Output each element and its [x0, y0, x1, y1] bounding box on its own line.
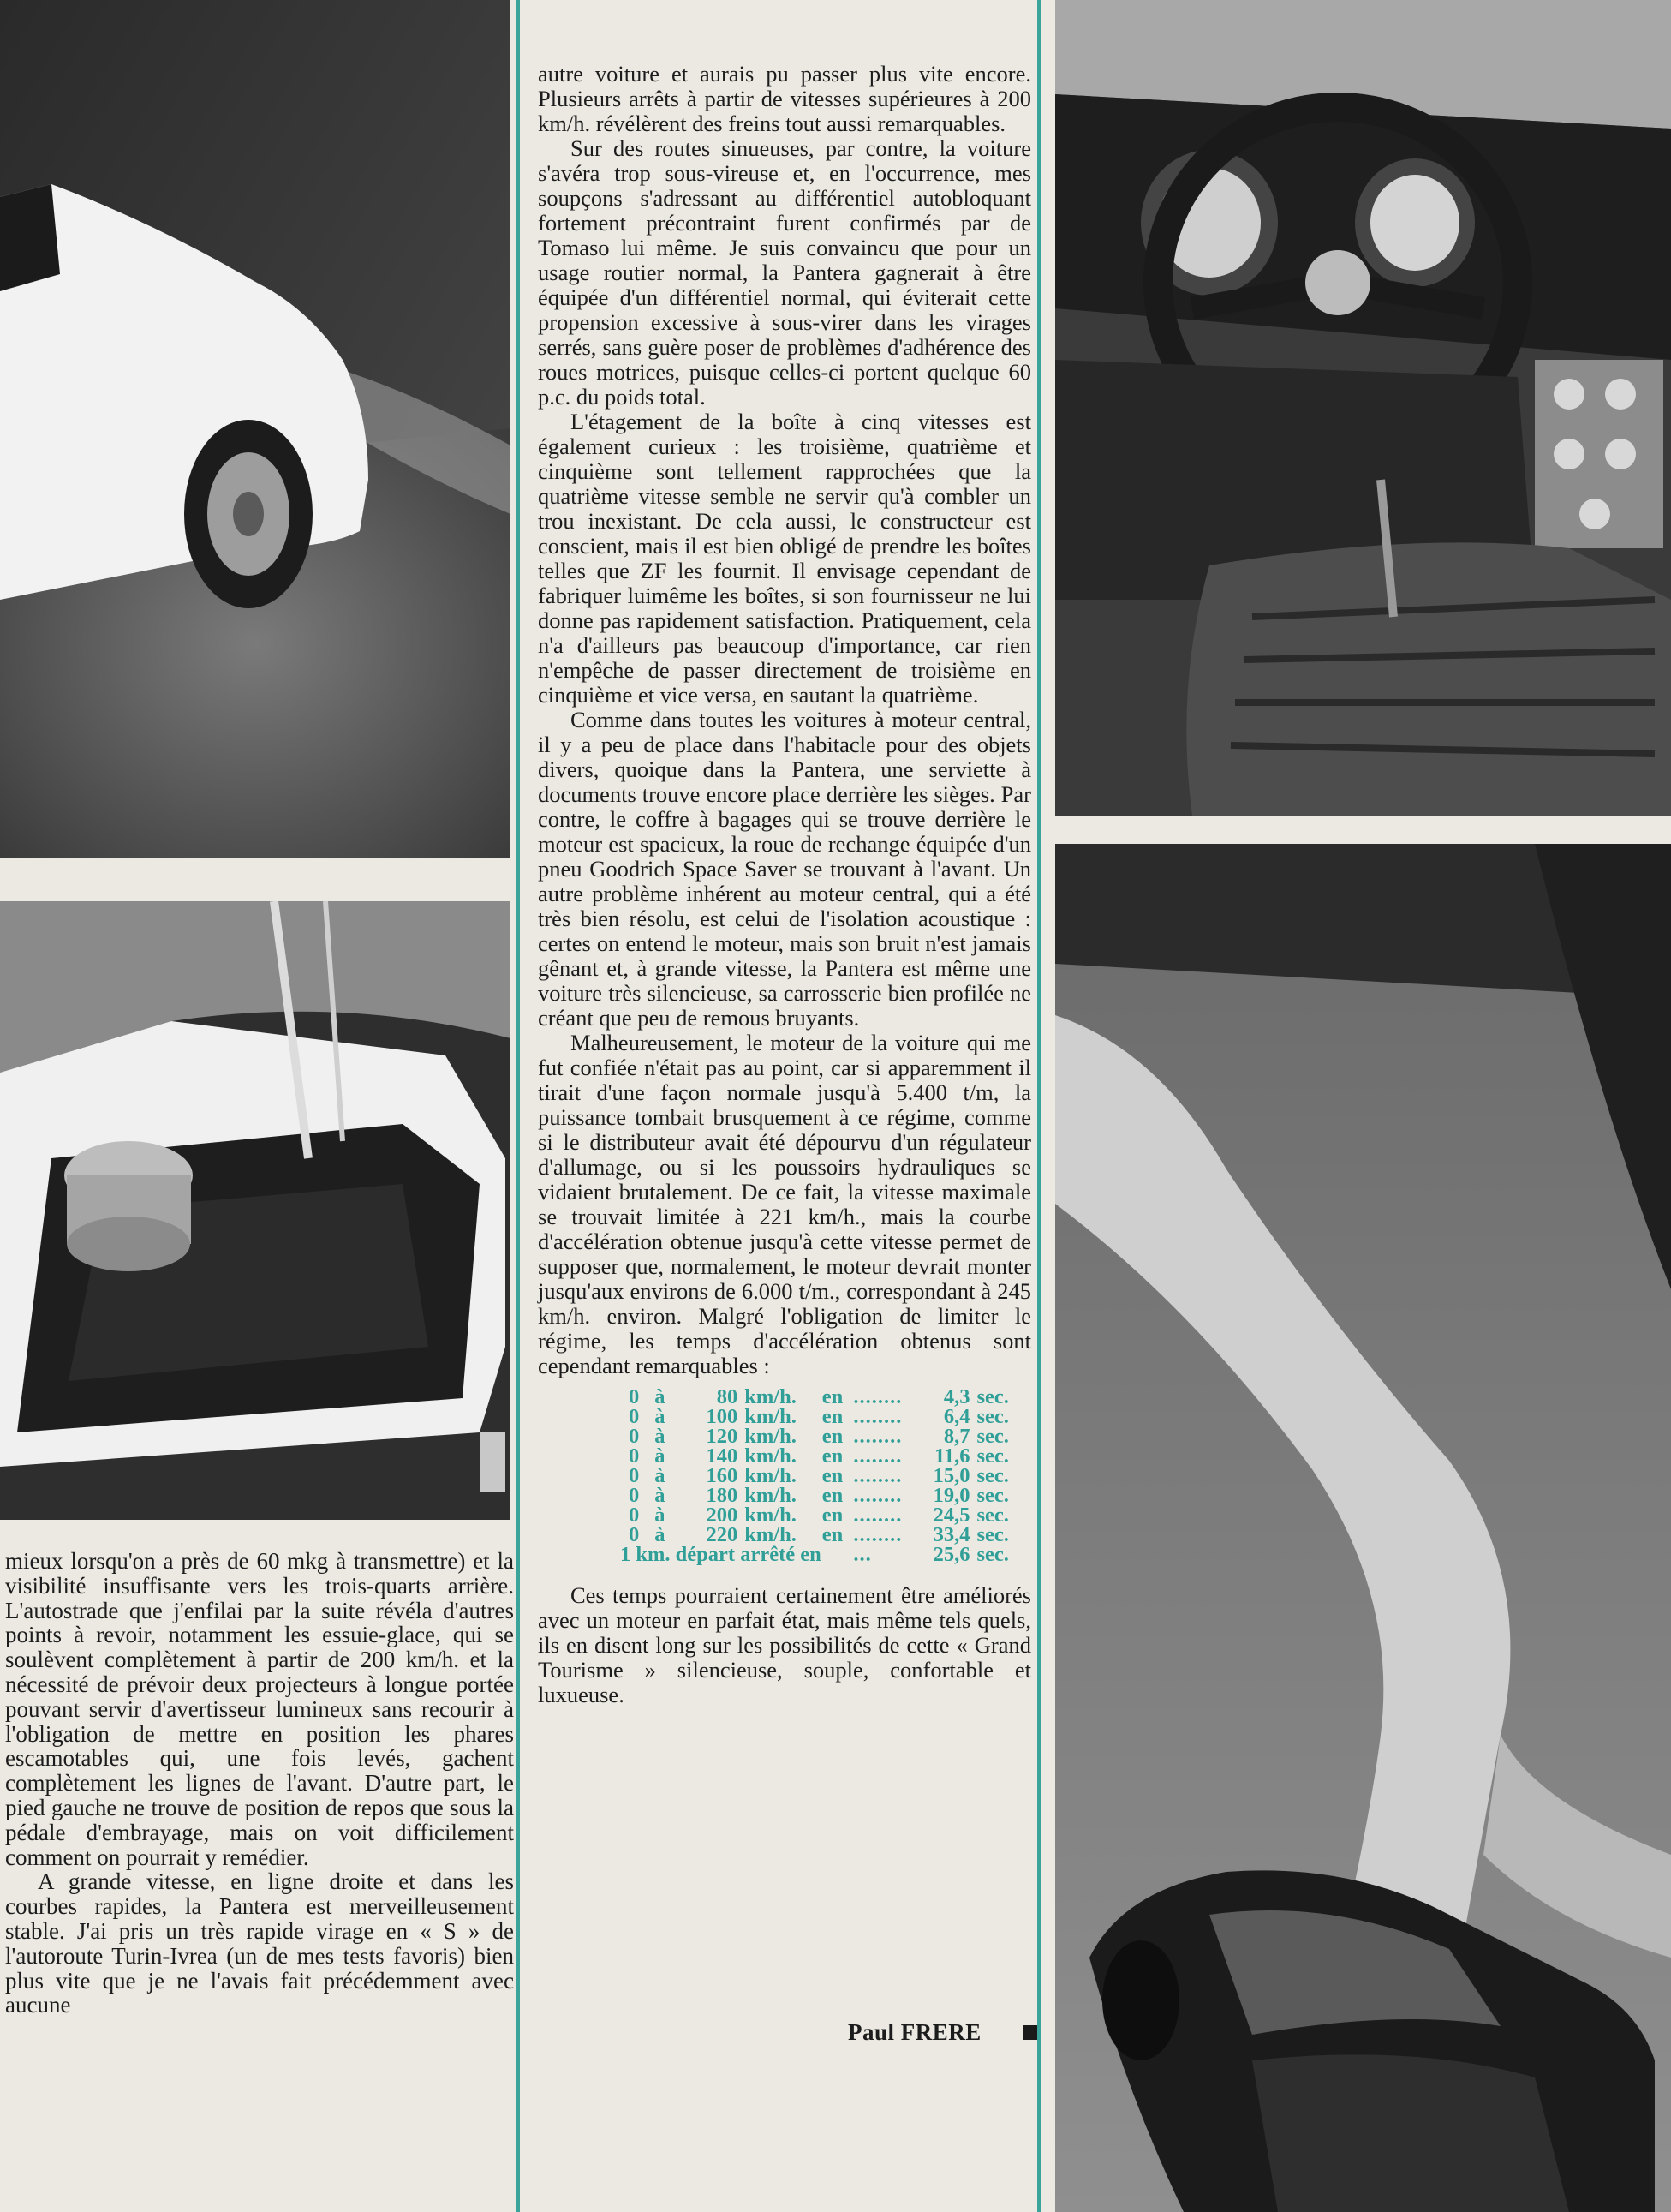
column-rule-right: [1037, 0, 1041, 2212]
photo-trunk: [0, 901, 510, 1520]
acceleration-cell-to: 160: [706, 1464, 738, 1487]
acceleration-cell-from: 0: [628, 1464, 640, 1487]
acceleration-row: [620, 1466, 1014, 1486]
acceleration-cell-sec: sec.: [976, 1405, 1009, 1428]
acceleration-table: [620, 1387, 1014, 1564]
acceleration-cell-value: 33,4: [933, 1523, 970, 1546]
acceleration-cell-dots: ........: [853, 1385, 903, 1408]
acceleration-cell-a: à: [654, 1523, 665, 1546]
acceleration-cell-to: 220: [706, 1523, 738, 1546]
acceleration-cell-sec: sec.: [976, 1523, 1009, 1546]
acceleration-cell-unit: km/h.: [744, 1444, 797, 1468]
mid-paragraph-2: Sur des routes sinueuses, par contre, la voiture s'avéra trop sous-vireuse et, en l'occurrence, mes soupçons s'adressant au différentiel autobloquant fortement précontraint furent confirmés par de Tomaso lui même. Je suis convaincu que pour un usage routier normal, la Pantera gagnerait à être équipée d'un différentiel normal, qui éviterait cette propension excessive à sous-virer dans les virages serrés, sans guère poser de problèmes d'adhérence des roues motrices, puisque celles-ci portent quelque 60 p.c. du poids total.: [538, 135, 1031, 410]
column-rule-left: [516, 0, 520, 2212]
acceleration-cell-value: 19,0: [933, 1484, 970, 1507]
acceleration-cell-to: 200: [706, 1504, 738, 1527]
acceleration-cell-en: en: [821, 1484, 844, 1507]
end-of-article-mark: [1023, 2025, 1037, 2040]
acceleration-cell-unit: km/h.: [744, 1425, 797, 1448]
photo-car-driveway: [1055, 844, 1671, 2212]
acceleration-cell-from: 0: [628, 1405, 640, 1428]
acceleration-cell-to: 100: [706, 1405, 738, 1428]
left-paragraph-1: mieux lorsqu'on a près de 60 mkg à transmettre) et la visibilité insuffisante vers les trois-quarts arrière. L'autostrade que j'enfilai par la suite révéla d'autres points à revoir, notamment les essuie-glace, qui se soulèvent complètement à partir de 200 km/h. et la nécessité de prévoir deux projecteurs à longue portée pouvant servir d'avertisseur lumineux sans recourir à l'obligation de mettre en position les phares escamotables qui, une fois levés, gachent complètement les lignes de l'avant. D'autre part, le pied gauche ne trouve de position de repos que sous la pédale d'embrayage, mais on voit difficilement comment on pourrait y remédier.: [5, 1548, 514, 1870]
acceleration-cell-unit: km/h.: [744, 1385, 797, 1408]
mid-paragraph-5: Malheureusement, le moteur de la voiture qui me fut confiée n'était pas au point, car si apparemment il tirait d'une façon normale jusqu'à 5.400 t/m, la puissance tombait brusquement à ce régime, comme si le distributeur avait été dépourvu d'un régulateur d'allumage, ou si les poussoirs hydrauliques se vidaient brutalement. De ce fait, la vitesse maximale se trouvait limitée à 221 km/h., mais la courbe d'accélération obtenue jusqu'à cette vitesse permet de supposer que, normalement, le moteur devrait monter jusqu'aux environs de 6.000 t/m., correspondant à 245 km/h. environ. Malgré l'obligation de limiter le régime, les temps d'accélération obtenus sont cependant remarquables :: [538, 1030, 1031, 1378]
driveway-photo-image: [1055, 844, 1671, 2212]
acceleration-cell-from: 0: [628, 1444, 640, 1468]
acceleration-cell-en: en: [821, 1405, 844, 1428]
acceleration-cell-unit: km/h.: [744, 1484, 797, 1507]
acceleration-cell-unit: km/h.: [744, 1464, 797, 1487]
acceleration-cell-a: à: [654, 1425, 665, 1448]
acceleration-row: [620, 1525, 1014, 1545]
photo-car-rear: [0, 0, 510, 858]
acceleration-cell-dots: ........: [853, 1444, 903, 1468]
interior-photo-image: [1055, 0, 1671, 816]
acceleration-cell-value: 24,5: [933, 1504, 970, 1527]
acceleration-cell-to: 180: [706, 1484, 738, 1507]
acceleration-cell-en: en: [821, 1464, 844, 1487]
acceleration-cell-from: 0: [628, 1484, 640, 1507]
acceleration-cell-value: 4,3: [943, 1385, 970, 1408]
middle-column-text: [538, 62, 1031, 1707]
acceleration-cell-unit: km/h.: [744, 1405, 797, 1428]
acceleration-cell-en: en: [821, 1523, 844, 1546]
acceleration-cell-dots: ........: [853, 1425, 903, 1448]
photo-interior: [1055, 0, 1671, 816]
author-signature: Paul FRERE: [848, 2019, 982, 2045]
acceleration-row: [620, 1387, 1014, 1407]
acceleration-cell-dots: ........: [853, 1504, 903, 1527]
acceleration-row: [620, 1407, 1014, 1426]
acceleration-cell-a: à: [654, 1444, 665, 1468]
acceleration-cell-value: 6,4: [943, 1405, 970, 1428]
acceleration-cell-to: 140: [706, 1444, 738, 1468]
acceleration-cell-sec: sec.: [976, 1385, 1009, 1408]
acceleration-row: [620, 1446, 1014, 1466]
acceleration-cell-value: 15,0: [933, 1464, 970, 1487]
acceleration-cell-value: 11,6: [934, 1444, 970, 1468]
acceleration-cell-value: 25,6: [933, 1543, 970, 1566]
acceleration-cell-sec: sec.: [976, 1464, 1009, 1487]
acceleration-cell-sec: sec.: [976, 1543, 1009, 1566]
acceleration-cell-en: en: [821, 1504, 844, 1527]
acceleration-cell-dots: ........: [853, 1464, 903, 1487]
acceleration-cell-a: à: [654, 1464, 665, 1487]
acceleration-cell-from: 0: [628, 1385, 640, 1408]
acceleration-cell-sec: sec.: [976, 1484, 1009, 1507]
acceleration-cell-a: à: [654, 1405, 665, 1428]
acceleration-cell-sec: sec.: [976, 1444, 1009, 1468]
acceleration-cell-label: 1 km. départ arrêté en: [620, 1543, 821, 1566]
acceleration-cell-sec: sec.: [976, 1504, 1009, 1527]
acceleration-cell-en: en: [821, 1425, 844, 1448]
acceleration-cell-a: à: [654, 1484, 665, 1507]
acceleration-cell-dots: ........: [853, 1523, 903, 1546]
acceleration-cell-dots: ...: [853, 1543, 872, 1566]
acceleration-cell-a: à: [654, 1385, 665, 1408]
acceleration-cell-en: en: [821, 1444, 844, 1468]
acceleration-cell-from: 0: [628, 1425, 640, 1448]
acceleration-row: [620, 1505, 1014, 1525]
car-rear-photo-image: [0, 0, 510, 858]
acceleration-row-standing-km: [620, 1545, 1014, 1564]
acceleration-cell-to: 120: [706, 1425, 738, 1448]
acceleration-cell-value: 8,7: [943, 1425, 970, 1448]
acceleration-cell-to: 80: [716, 1385, 738, 1408]
mid-paragraph-1: autre voiture et aurais pu passer plus vite encore. Plusieurs arrêts à partir de vitesses supérieures à 200 km/h. révélèrent des freins tout aussi remarquables.: [538, 61, 1031, 136]
mid-paragraph-6: Ces temps pourraient certainement être améliorés avec un moteur en parfait état, mais même tels quels, ils en disent long sur les possibilités de cette « Grand Tourisme » silencieuse, souple, confortable et luxueuse.: [538, 1582, 1031, 1707]
acceleration-cell-unit: km/h.: [744, 1504, 797, 1527]
acceleration-cell-dots: ........: [853, 1484, 903, 1507]
left-column-text: [5, 1549, 514, 2018]
mid-paragraph-4: Comme dans toutes les voitures à moteur central, il y a peu de place dans l'habitacle pour des objets divers, quoique dans la Pantera, une serviette à documents trouve encore place derrière les sièges. Par contre, le coffre à bagages qui se trouve derrière le moteur est spacieux, la roue de rechange équipée d'un pneu Goodrich Space Saver se trouvant à l'avant. Un autre problème inhérent au moteur central, qui a été très bien résolu, est celui de l'isolation acoustique : certes on entend le moteur, mais son bruit n'est jamais gênant et, à grande vitesse, la Pantera est même une voiture très silencieuse, sa carrosserie bien profilée ne créant que peu de remous bruyants.: [538, 707, 1031, 1031]
acceleration-cell-from: 0: [628, 1523, 640, 1546]
acceleration-row: [620, 1486, 1014, 1505]
trunk-photo-image: [0, 901, 510, 1520]
acceleration-cell-unit: km/h.: [744, 1523, 797, 1546]
acceleration-cell-dots: ........: [853, 1405, 903, 1428]
acceleration-row: [620, 1426, 1014, 1446]
left-paragraph-2: A grande vitesse, en ligne droite et dans les courbes rapides, la Pantera est merveilleusement stable. J'ai pris un très rapide virage en « S » de l'autoroute Turin-Ivrea (un de mes tests favoris) bien plus vite que je ne l'avais fait précédemment avec aucune: [5, 1868, 514, 2018]
mid-paragraph-3: L'étagement de la boîte à cinq vitesses est également curieux : les troisième, quatrième et cinquième sont tellement rapprochées que la quatrième vitesse semble ne servir qu'à combler un trou inexistant. De cela aussi, le constructeur est conscient, mais il est bien obligé de prendre les boîtes telles que ZF les fournit. Il envisage cependant de fabriquer luimême les boîtes, si son fournisseur ne lui donne pas rapidement satisfaction. Pratiquement, cela n'a d'ailleurs pas beaucoup d'importance, car rien n'empêche de passer directement de troisième en cinquième et vice versa, en sautant la quatrième.: [538, 409, 1031, 708]
acceleration-cell-en: en: [821, 1385, 844, 1408]
acceleration-cell-sec: sec.: [976, 1425, 1009, 1448]
acceleration-cell-a: à: [654, 1504, 665, 1527]
acceleration-cell-from: 0: [628, 1504, 640, 1527]
